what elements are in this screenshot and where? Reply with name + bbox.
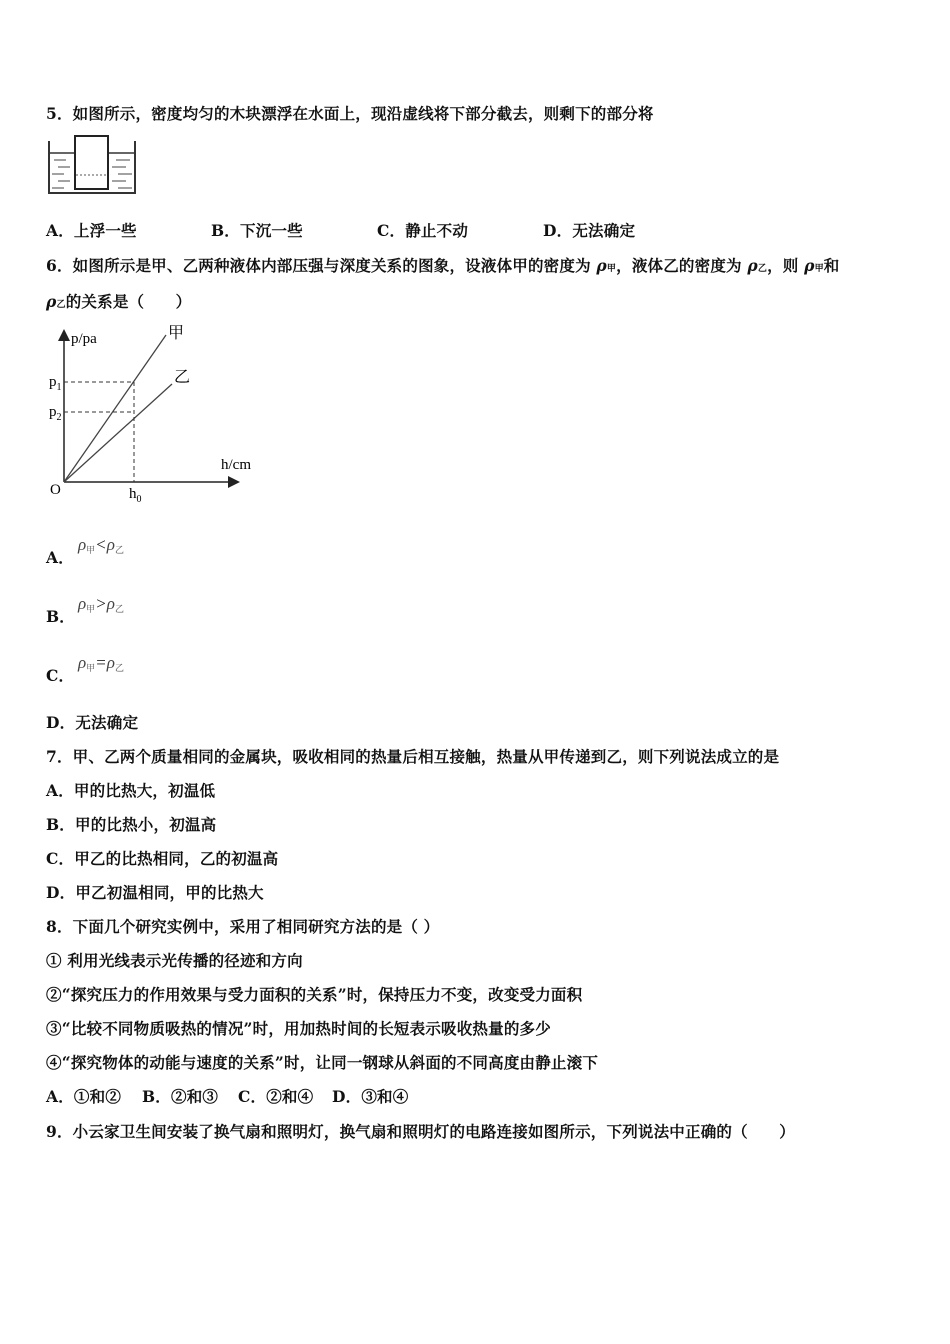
- q5-option-b[interactable]: B．下沉一些: [211, 221, 303, 240]
- q5-option-a[interactable]: A．上浮一些: [46, 221, 137, 240]
- line-yi-label: 乙: [174, 369, 191, 386]
- p1-label: $p_1$: [49, 374, 62, 393]
- line-jia: [64, 335, 166, 482]
- q5-option-d[interactable]: D．无法确定: [543, 221, 636, 240]
- q8-option-d[interactable]: D．③和④: [332, 1087, 409, 1106]
- q8-stem: 8．下面几个研究实例中，采用了相同研究方法的是（ ）: [46, 917, 440, 936]
- floating-block-figure: [46, 133, 138, 197]
- q6-stem-line2: ρ乙的关系是（ ）: [46, 292, 192, 311]
- line-jia-label: 甲: [168, 325, 185, 342]
- q6-option-c-letter[interactable]: C．: [46, 666, 75, 685]
- line-yi: [64, 384, 172, 482]
- q7-option-d[interactable]: D．甲乙初温相同，甲的比热大: [46, 883, 264, 902]
- origin-label: O: [50, 482, 61, 498]
- q8-item-2: ②“探究压力的作用效果与受力面积的关系”时，保持压力不变，改变受力面积: [46, 985, 583, 1004]
- q8-item-3: ③“比较不同物质吸热的情况”时，用加热时间的长短表示吸收热量的多少: [46, 1019, 551, 1038]
- h0-label: $h_0$: [129, 486, 142, 505]
- q8-item-1: ① 利用光线表示光传播的径迹和方向: [46, 951, 303, 970]
- q6-stem-line1: 6．如图所示是甲、乙两种液体内部压强与深度关系的图象，设液体甲的密度为 ρ甲，液体乙的密度为 ρ乙，则 ρ甲和: [46, 256, 840, 275]
- pressure-depth-graph: [44, 322, 274, 508]
- q9-stem: 9．小云家卫生间安装了换气扇和照明灯，换气扇和照明灯的电路连接如图所示，下列说法中正确的（ ）: [46, 1122, 795, 1141]
- q6-option-d[interactable]: D．无法确定: [46, 713, 139, 732]
- q8-option-c[interactable]: C．②和④: [238, 1087, 314, 1106]
- q8-item-4: ④“探究物体的动能与速度的关系”时，让同一钢球从斜面的不同高度由静止滚下: [46, 1053, 599, 1072]
- x-axis-label: h/cm: [221, 457, 251, 473]
- q6-option-b-formula[interactable]: ρ甲>ρ乙: [78, 594, 124, 614]
- q7-stem: 7．甲、乙两个质量相同的金属块，吸收相同的热量后相互接触，热量从甲传递到乙，则下列说法成立的是: [46, 747, 780, 766]
- q6-option-a-letter[interactable]: A．: [46, 548, 74, 567]
- q6-option-c-formula[interactable]: ρ甲=ρ乙: [78, 653, 124, 673]
- q6-option-b-letter[interactable]: B．: [46, 607, 76, 626]
- p2-label: $p_2$: [49, 404, 62, 423]
- q5-stem: 5．如图所示，密度均匀的木块漂浮在水面上，现沿虚线将下部分截去，则剩下的部分将: [46, 104, 654, 123]
- y-axis-label: p/pa: [71, 331, 97, 347]
- q7-option-c[interactable]: C．甲乙的比热相同，乙的初温高: [46, 849, 279, 868]
- q8-option-b[interactable]: B．②和③: [142, 1087, 219, 1106]
- q5-option-c[interactable]: C．静止不动: [377, 221, 469, 240]
- q7-option-b[interactable]: B．甲的比热小，初温高: [46, 815, 217, 834]
- q8-option-a[interactable]: A．①和②: [46, 1087, 122, 1106]
- q7-option-a[interactable]: A．甲的比热大，初温低: [46, 781, 216, 800]
- q6-option-a-formula[interactable]: ρ甲<ρ乙: [78, 535, 124, 555]
